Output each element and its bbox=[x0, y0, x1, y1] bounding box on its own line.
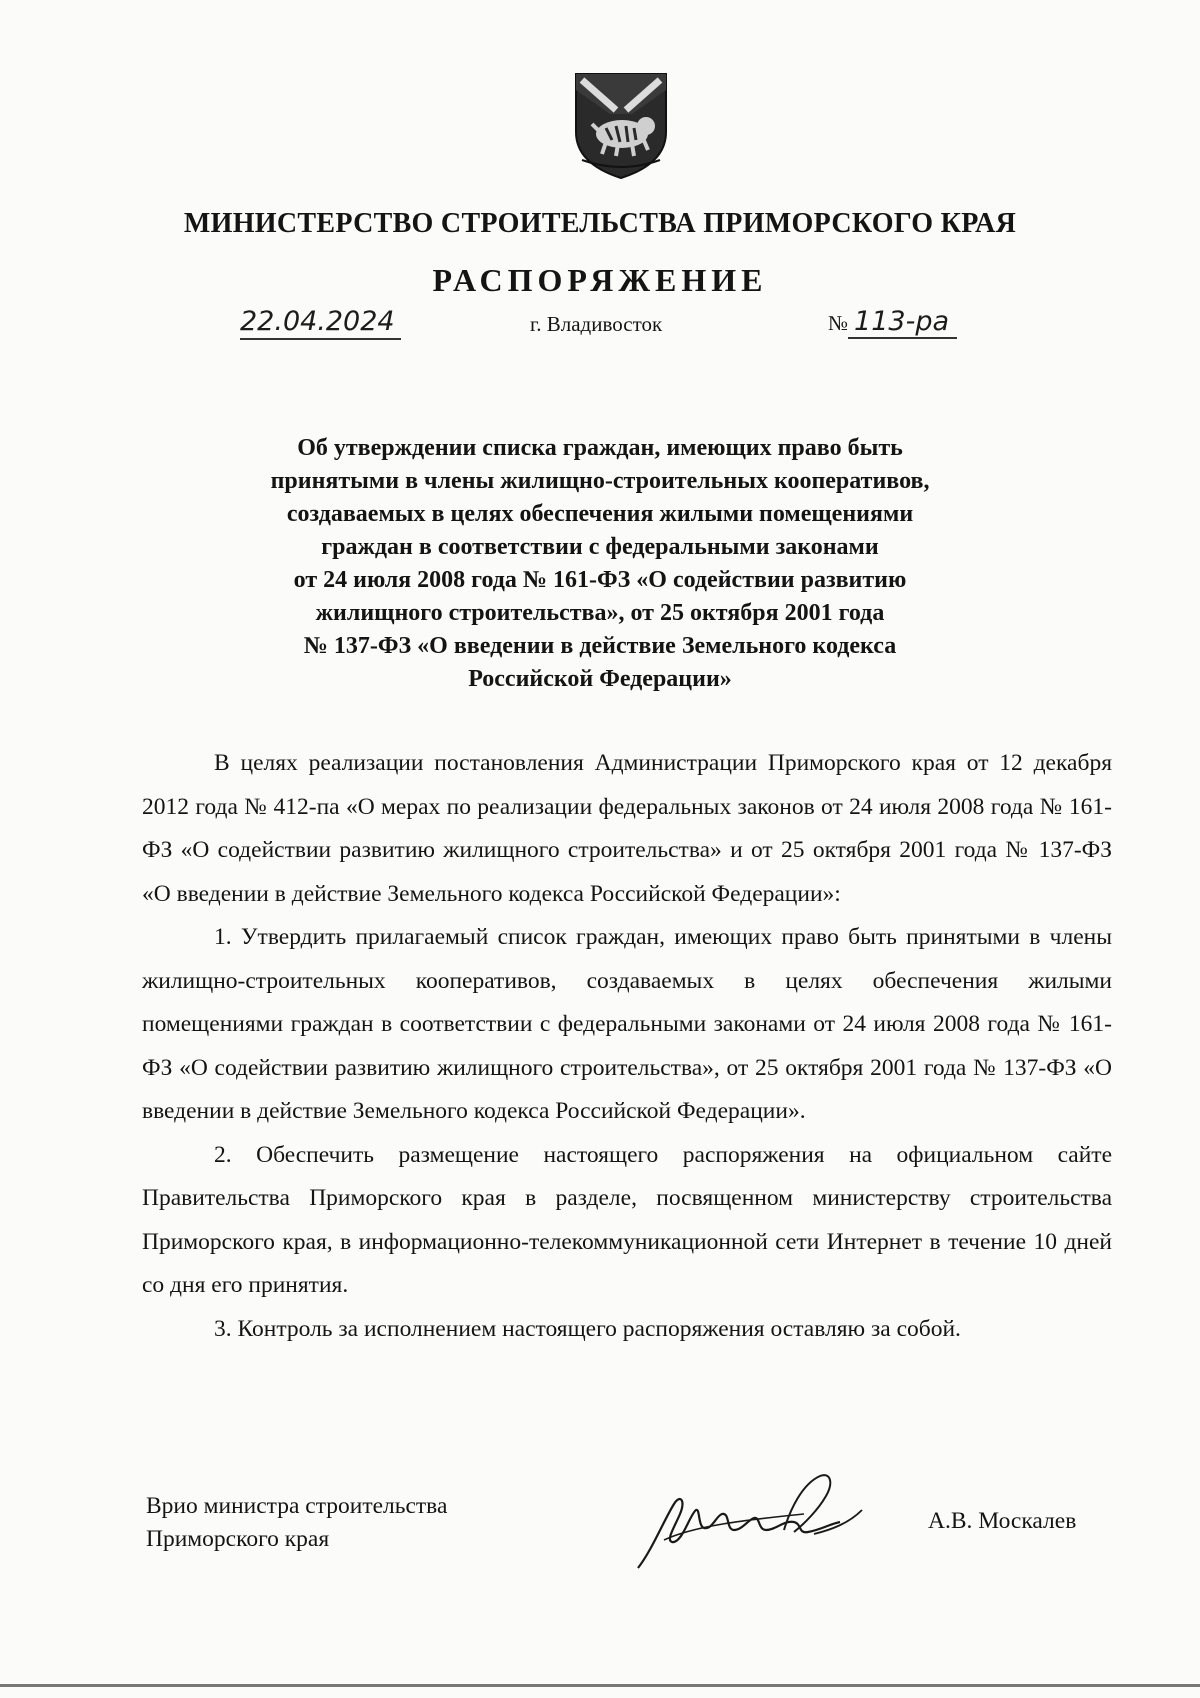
handwritten-signature bbox=[634, 1470, 870, 1576]
title-line: Об утверждении списка граждан, имеющих право быть bbox=[297, 435, 903, 461]
signer-position-line: Врио министра строительства bbox=[146, 1493, 448, 1519]
document-type: РАСПОРЯЖЕНИЕ bbox=[432, 262, 768, 298]
body-paragraph-3: 3. Контроль за исполнением настоящего распоряжения оставляю за собой. bbox=[214, 1315, 961, 1342]
document-body bbox=[142, 742, 1112, 1351]
document-city: г. Владивосток bbox=[530, 312, 663, 336]
title-line: жилищного строительства», от 25 октября 2001 года bbox=[315, 600, 885, 626]
ministry-name: МИНИСТЕРСТВО СТРОИТЕЛЬСТВА ПРИМОРСКОГО КРАЯ bbox=[183, 208, 1017, 239]
body-paragraph-preamble: В целях реализации постановления Администрации Приморского края от 12 декабря 2012 года № 412-па «О мерах по реализации федеральных законов от 24 июля 2008 года № 161-ФЗ «О содействии развитию жилищного строительства» и от 25 октября 2001 года № 137-ФЗ «О введении в действие Земельного кодекса Российской Федерации»: bbox=[142, 750, 1112, 907]
title-line: № 137-ФЗ «О введении в действие Земельного кодекса bbox=[303, 633, 897, 659]
title-line: от 24 июля 2008 года № 161-ФЗ «О содействии развитию bbox=[293, 567, 907, 593]
number-value: 113-ра bbox=[848, 306, 957, 339]
number-sign: № bbox=[828, 311, 849, 335]
title-line: граждан в соответствии с федеральными законами bbox=[321, 534, 879, 560]
document-title bbox=[180, 432, 1020, 696]
title-line: принятыми в члены жилищно-строительных кооперативов, bbox=[270, 468, 930, 494]
title-line: создаваемых в целях обеспечения жилыми помещениями bbox=[286, 501, 914, 527]
signer-position-line: Приморского края bbox=[146, 1526, 330, 1552]
coat-of-arms-icon bbox=[572, 70, 670, 182]
document-date: 22.04.2024 bbox=[240, 306, 401, 340]
signer-name: А.В. Москалев bbox=[928, 1508, 1077, 1534]
signer-position bbox=[146, 1490, 447, 1556]
document-number bbox=[828, 306, 957, 339]
title-line: Российской Федерации» bbox=[468, 666, 732, 692]
body-paragraph-2: 2. Обеспечить размещение настоящего распоряжения на официальном сайте Правительства Приморского края в разделе, посвященном министерству строительства Приморского края, в информационно-телекоммуникационной сети Интернет в течение 10 дней со дня его принятия. bbox=[142, 1141, 1112, 1298]
body-paragraph-1: 1. Утвердить прилагаемый список граждан, имеющих право быть принятыми в члены жилищно-строительных кооперативов, создаваемых в целях обеспечения жилыми помещениями граждан в соответствии с федеральными законами от 24 июля 2008 года № 161-ФЗ «О содействии развитию жилищного строительства», от 25 октября 2001 года № 137-ФЗ «О введении в действие Земельного кодекса Российской Федерации». bbox=[142, 924, 1112, 1124]
